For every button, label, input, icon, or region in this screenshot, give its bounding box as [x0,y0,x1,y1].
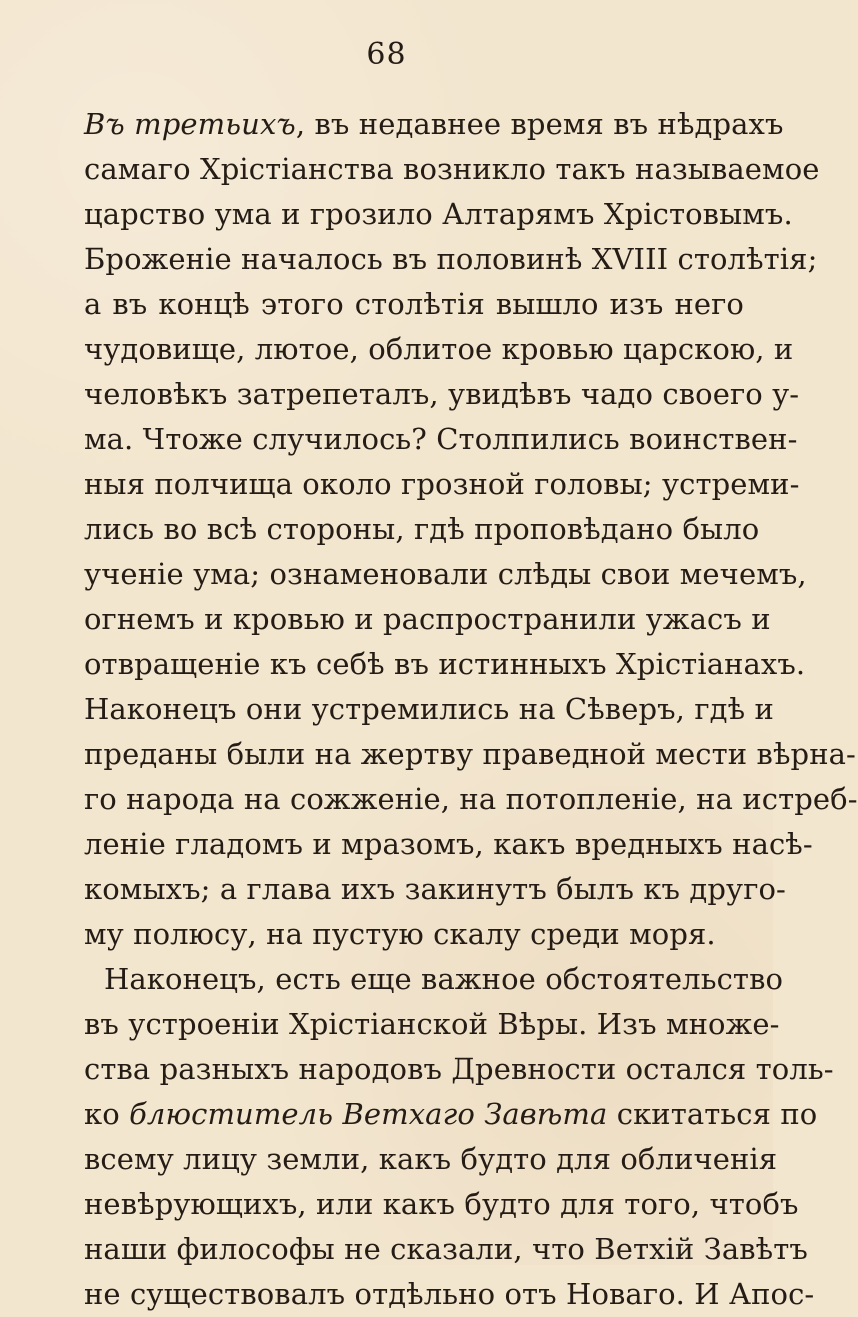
text-line: ства разныхъ народовъ Древности остался толь- [84,1052,834,1086]
text-line: человѣкъ затрепеталъ, увидѣвъ чадо своего у- [84,377,800,411]
text-line: Броженіе началось въ половинѣ XVIII столѣтія; [84,242,818,276]
text-line: невѣрующихъ, или какъ будто для того, чтобъ [84,1187,799,1221]
text-line: лись во всѣ стороны, гдѣ проповѣдано было [84,512,760,546]
text-line [84,1092,818,1137]
text-line: не существовалъ отдѣльно отъ Новаго. И Апос- [84,1277,815,1311]
text-line: Наконецъ они устремились на Сѣверъ, гдѣ и [84,692,774,726]
text-fragment: скитаться по [607,1097,818,1131]
text-line: комыхъ; а глава ихъ закинутъ былъ къ друго- [84,872,786,906]
text-line: ныя полчища около грозной головы; устреми- [84,467,800,501]
text-fragment: , въ недавнее время въ нѣдрахъ [295,107,784,141]
text-line: всему лицу земли, какъ будто для обличенія [84,1142,778,1176]
text-fragment: ко [84,1097,130,1131]
text-line: леніе гладомъ и мразомъ, какъ вредныхъ насѣ- [84,827,813,861]
text-line: наши философы не сказали, что Ветхій Завѣтъ [84,1232,808,1266]
paragraph-end-line: му полюсу, на пустую скалу среди моря. [84,917,716,951]
text-line: чудовище, лютое, облитое кровью царскою, и [84,332,794,366]
text-line [84,102,784,147]
paragraph-start-line: Наконецъ, есть еще важное обстоятельство [104,962,784,996]
text-line: царство ума и грозило Алтарямъ Хрістовымъ. [84,197,793,231]
italic-phrase: блюститель Ветхаго Завѣта [129,1097,608,1131]
text-line: ученіе ума; ознаменовали слѣды свои мечемъ, [84,557,807,591]
text-line: го народа на сожженіе, на потопленіе, на истреб- [84,782,858,816]
text-line: а въ концѣ этого столѣтія вышло изъ него [84,287,744,321]
text-line: огнемъ и кровью и распространили ужасъ и [84,602,771,636]
text-line: самаго Хрістіанства возникло такъ называемое [84,152,820,186]
text-line: преданы были на жертву праведной мести вѣрна- [84,737,856,771]
text-line: ма. Чтоже случилось? Столпились воинствен- [84,422,798,456]
text-line: въ устроеніи Хрістіанской Вѣры. Изъ множе- [84,1007,780,1041]
page-number: 68 [366,37,407,72]
body-text [84,102,858,1317]
italic-phrase: Въ третьихъ [84,107,296,141]
text-line: отвращеніе къ себѣ въ истинныхъ Хрістіанахъ. [84,647,806,681]
